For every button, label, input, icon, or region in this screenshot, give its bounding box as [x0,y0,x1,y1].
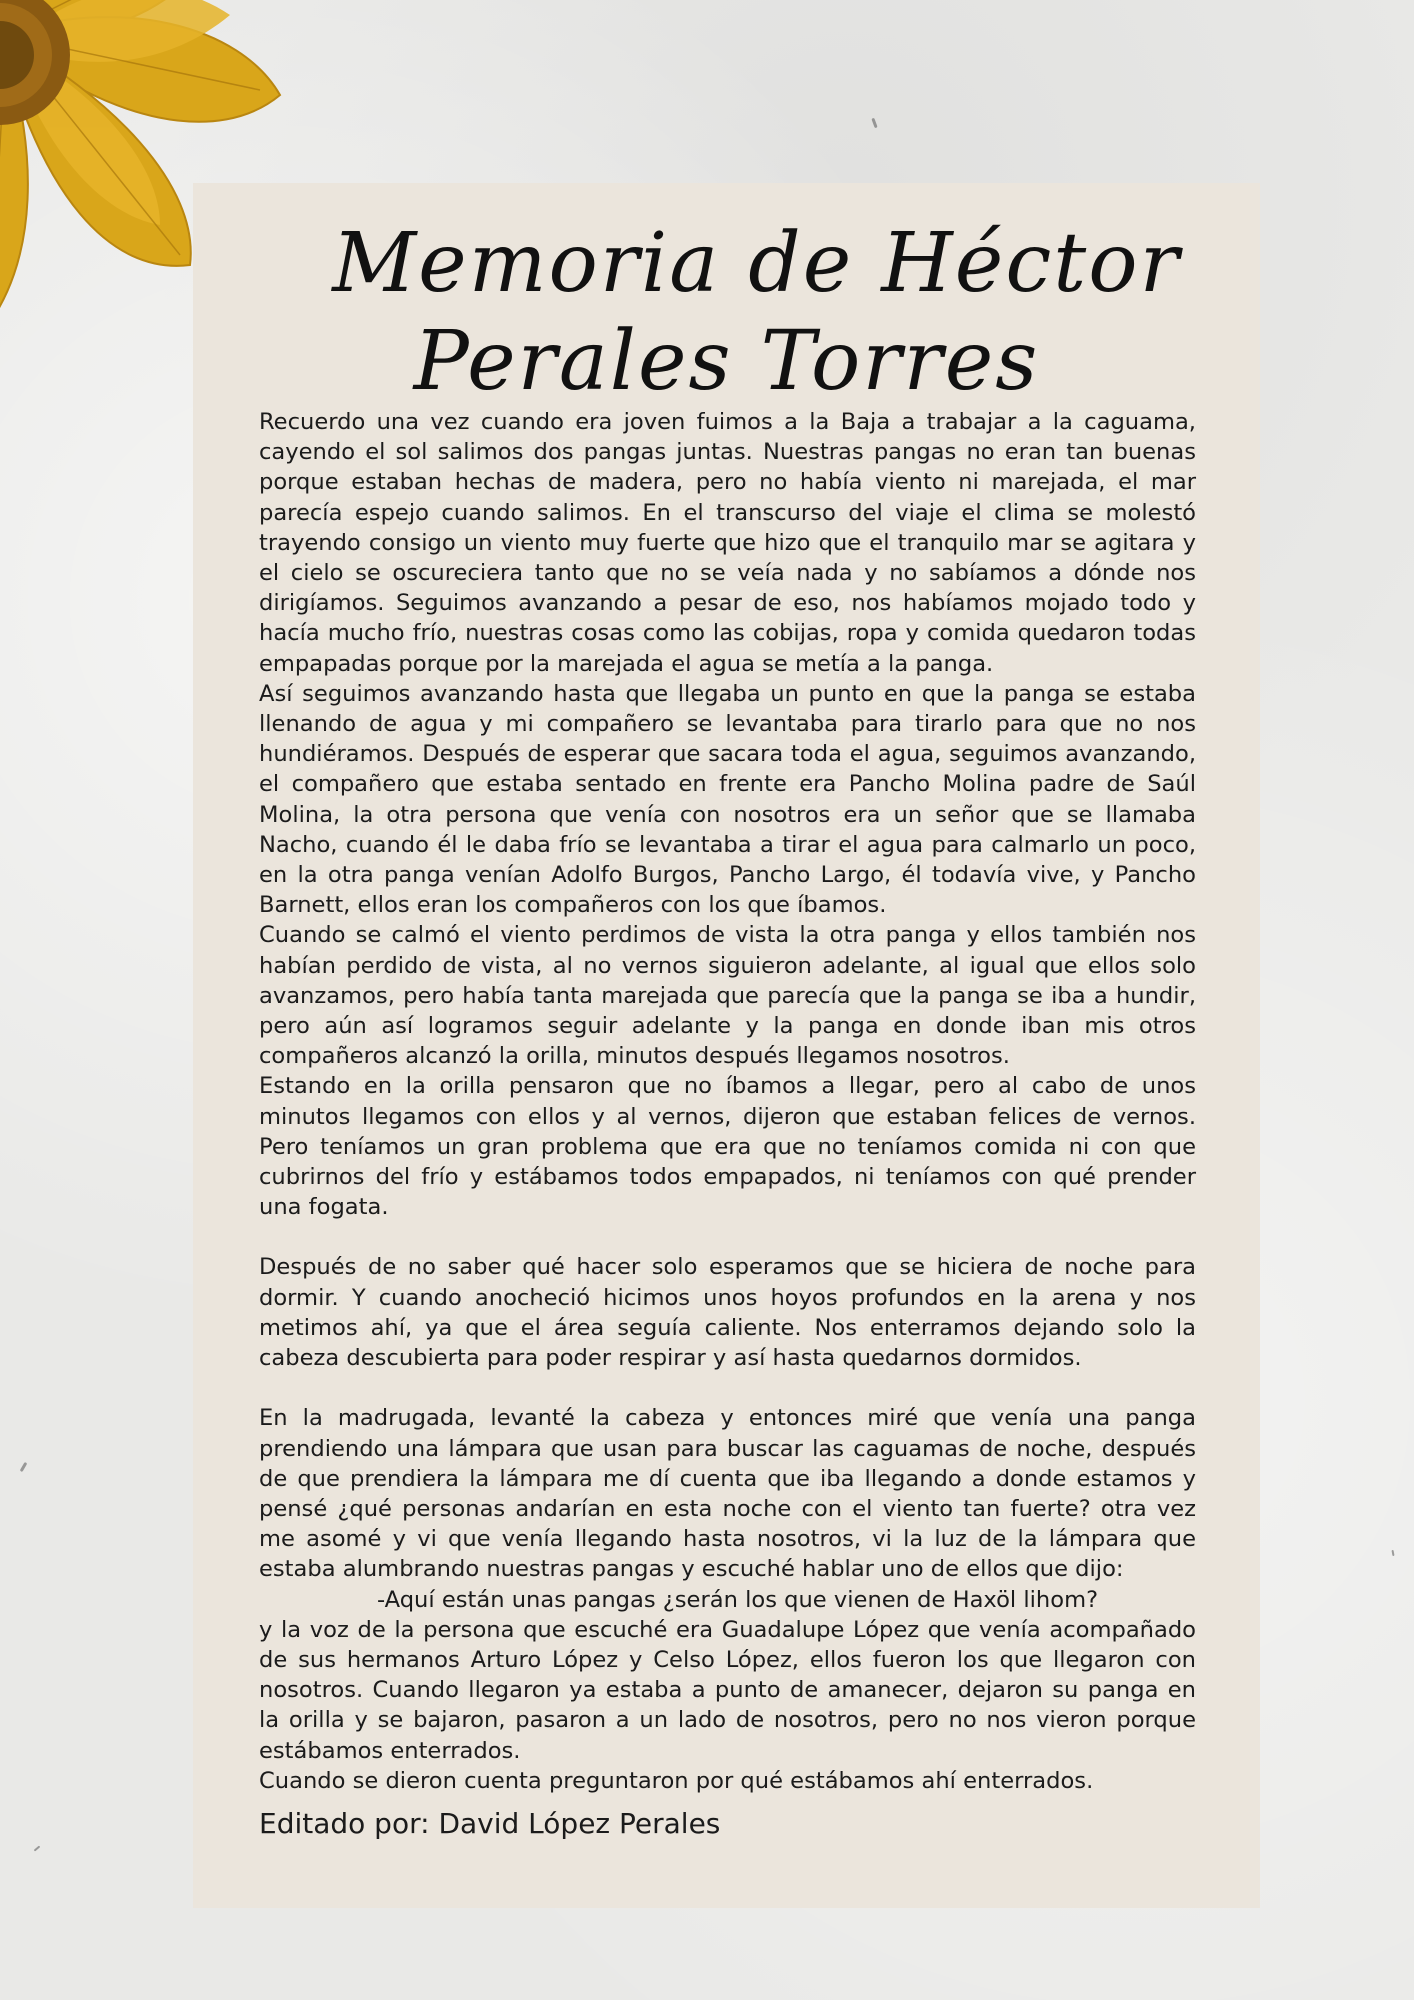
page-title: Memoria de Héctor [332,216,1181,311]
paper-speck [20,1462,28,1472]
editor-credit: Editado por: David López Perales [259,1807,721,1840]
paragraph-gap [259,1373,1196,1403]
paragraph: Recuerdo una vez cuando era joven fuimos a la Baja a trabajar a la caguama, cayendo el sol salimos dos pangas juntas. Nuestras pangas no eran tan buenas porque estaban hechas de madera, pero no había viento ni marejada, el mar parecía espejo cuando salimos. En el transcurso del viaje el clima se molestó trayendo consigo un viento muy fuerte que hizo que el tranquilo mar se agitara y el cielo se oscureciera tanto que no se veía nada y no sabíamos a dónde nos dirigíamos. Seguimos avanzando a pesar de eso, nos habíamos mojado todo y hacía mucho frío, nuestras cosas como las cobijas, ropa y comida quedaron todas empapadas porque por la marejada el agua se metía a la panga. [259,409,1196,677]
paragraph: Cuando se calmó el viento perdimos de vista la otra panga y ellos también nos habían perdido de vista, al no vernos siguieron adelante, al igual que ellos solo avanzamos, pero había tanta marejada que parecía que la panga se iba a hundir, pero aún así logramos seguir adelante y la panga en donde iban mis otros compañeros alcanzó la orilla, minutos después llegamos nosotros. [259,922,1196,1070]
paper-speck [1391,1550,1394,1556]
page-title-line2: Perales Torres [413,314,1040,409]
paper-speck [871,118,877,128]
paragraph: Así seguimos avanzando hasta que llegaba un punto en que la panga se estaba llenando de agua y mi compañero se levantaba para tirarlo para que no nos hundiéramos. Después de esperar que sacara toda el agua, seguimos avanzando, el compañero que estaba sentado en frente era Pancho Molina padre de Saúl Molina, la otra persona que venía con nosotros era un señor que se llamaba Nacho, cuando él le daba frío se levantaba a tirar el agua para calmarlo un poco, en la otra panga venían Adolfo Burgos, Pancho Largo, él todavía vive, y Pancho Barnett, ellos eran los compañeros con los que íbamos. [259,680,1196,919]
paper-speck [34,1845,41,1851]
paragraph: Después de no saber qué hacer solo esperamos que se hiciera de noche para dormir. Y cuando anocheció hicimos unos hoyos profundos en la arena y nos metimos ahí, ya que el área seguía caliente. Nos enterramos dejando solo la cabeza descubierta para poder respirar y así hasta quedarnos dormidos. [259,1254,1196,1372]
story-body [259,407,1196,1796]
paragraph-gap [259,1222,1196,1252]
quoted-line: -Aquí están unas pangas ¿serán los que vienen de Haxöl lihom? [377,1586,1099,1613]
paragraph: Estando en la orilla pensaron que no íbamos a llegar, pero al cabo de unos minutos llegamos con ellos y al vernos, dijeron que estaban felices de vernos. Pero teníamos un gran problema que era que no teníamos comida ni con que cubrirnos del frío y estábamos todos empapados, ni teníamos con qué prender una fogata. [259,1073,1196,1221]
paragraph: y la voz de la persona que escuché era Guadalupe López que venía acompañado de sus hermanos Arturo López y Celso López, ellos fueron los que llegaron con nosotros. Cuando llegaron ya estaba a punto de amanecer, dejaron su panga en la orilla y se bajaron, pasaron a un lado de nosotros, pero no nos vieron porque estábamos enterrados. [259,1616,1196,1764]
document-panel [193,183,1260,1908]
paragraph: Cuando se dieron cuenta preguntaron por qué estábamos ahí enterrados. [259,1767,1094,1794]
paragraph: En la madrugada, levanté la cabeza y entonces miré que venía una panga prendiendo una lámpara que usan para buscar las caguamas de noche, después de que prendiera la lámpara me dí cuenta que iba llegando a donde estamos y pensé ¿qué personas andarían en esta noche con el viento tan fuerte? otra vez me asomé y vi que venía llegando hasta nosotros, vi la luz de la lámpara que estaba alumbrando nuestras pangas y escuché hablar uno de ellos que dijo: [259,1405,1196,1583]
